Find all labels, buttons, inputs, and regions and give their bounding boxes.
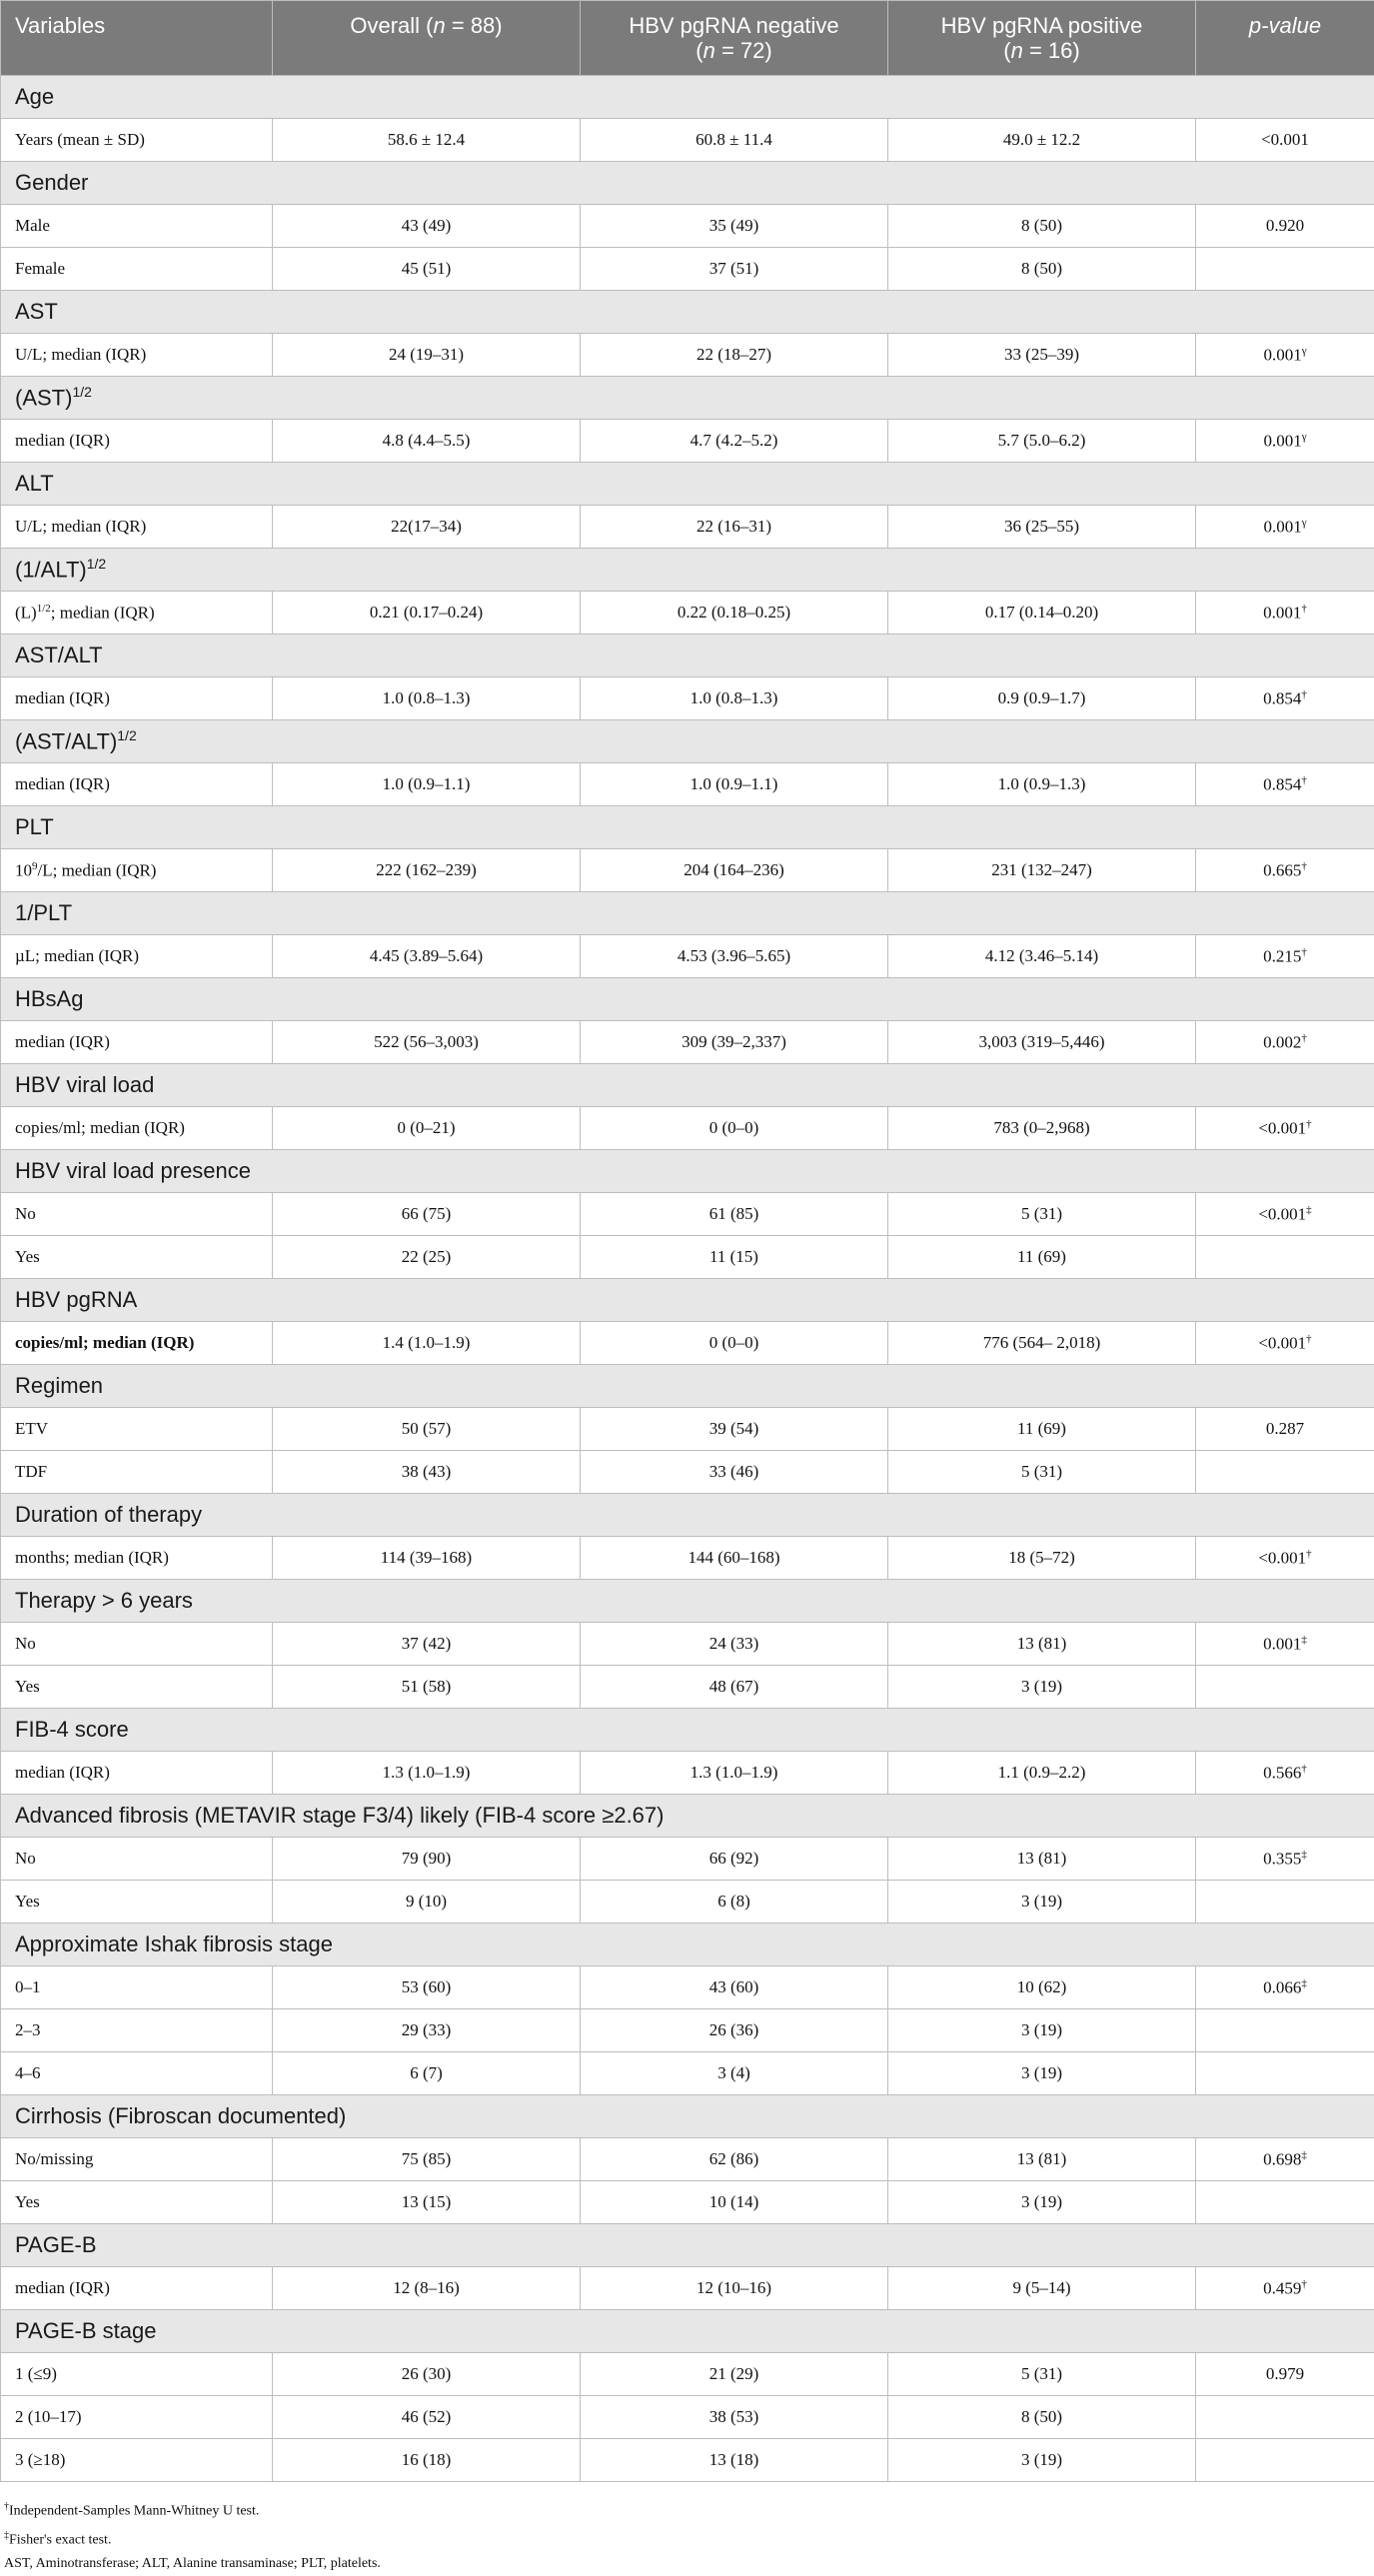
table-row bbox=[1, 1021, 1374, 1064]
row-label: median (IQR) bbox=[1, 2267, 273, 2310]
cell-pgrna-negative: 4.53 (3.96–5.65) bbox=[581, 935, 888, 978]
cell-overall: 114 (39–168) bbox=[273, 1537, 581, 1580]
cell-overall: 1.0 (0.9–1.1) bbox=[273, 763, 581, 806]
section-header-row bbox=[1, 1365, 1374, 1408]
cell-p-value: 0.459† bbox=[1196, 2267, 1374, 2310]
cell-p-value: 0.665† bbox=[1196, 849, 1374, 892]
cell-p-value: <0.001 bbox=[1196, 119, 1374, 162]
row-label: $10^9/L$; median (IQR) bbox=[1, 849, 273, 892]
table-row bbox=[1, 1322, 1374, 1365]
section-title: Cirrhosis (Fibroscan documented) bbox=[1, 2095, 1374, 2138]
header-variables: Variables bbox=[1, 1, 273, 76]
cell-pgrna-positive: 3 (19) bbox=[888, 2009, 1196, 2052]
cell-overall: 26 (30) bbox=[273, 2353, 581, 2396]
cell-pgrna-negative: 43 (60) bbox=[581, 1966, 888, 2009]
section-title: PLT bbox=[1, 806, 1374, 849]
section-header-row bbox=[1, 635, 1374, 677]
cell-overall: 43 (49) bbox=[273, 205, 581, 248]
table-row bbox=[1, 1623, 1374, 1666]
cell-overall: 1.3 (1.0–1.9) bbox=[273, 1752, 581, 1795]
footnote: ‡Fisher's exact test. bbox=[4, 2524, 1363, 2553]
cell-p-value: $0.001^\gamma$ bbox=[1196, 506, 1374, 549]
cell-overall: 4.45 (3.89–5.64) bbox=[273, 935, 581, 978]
cell-overall: 0.21 (0.17–0.24) bbox=[273, 592, 581, 635]
row-label: months; median (IQR) bbox=[1, 1537, 273, 1580]
header-pgrna-positive: HBV pgRNA positive (n = 16) bbox=[888, 1, 1196, 76]
cell-overall: 522 (56–3,003) bbox=[273, 1021, 581, 1064]
section-header-row bbox=[1, 806, 1374, 849]
cell-pgrna-positive: 11 (69) bbox=[888, 1236, 1196, 1279]
cell-pgrna-positive: 13 (81) bbox=[888, 1623, 1196, 1666]
section-header-row bbox=[1, 291, 1374, 334]
section-title: Duration of therapy bbox=[1, 1494, 1374, 1537]
table-row bbox=[1, 763, 1374, 806]
row-label: ETV bbox=[1, 1408, 273, 1451]
cell-overall: 6 (7) bbox=[273, 2052, 581, 2095]
table-row bbox=[1, 1966, 1374, 2009]
section-title: Gender bbox=[1, 162, 1374, 205]
section-header-row bbox=[1, 2095, 1374, 2138]
section-header-row bbox=[1, 892, 1374, 935]
cell-pgrna-positive: 1.0 (0.9–1.3) bbox=[888, 763, 1196, 806]
cell-pgrna-negative: 0 (0–0) bbox=[581, 1107, 888, 1150]
cell-overall: 45 (51) bbox=[273, 248, 581, 291]
cell-pgrna-positive: 11 (69) bbox=[888, 1408, 1196, 1451]
section-header-row bbox=[1, 978, 1374, 1021]
cell-overall: 222 (162–239) bbox=[273, 849, 581, 892]
table-row bbox=[1, 1537, 1374, 1580]
cell-overall: 16 (18) bbox=[273, 2439, 581, 2482]
row-label: 0–1 bbox=[1, 1966, 273, 2009]
cell-pgrna-negative: 12 (10–16) bbox=[581, 2267, 888, 2310]
row-label: median (IQR) bbox=[1, 763, 273, 806]
table-row bbox=[1, 2009, 1374, 2052]
header-row bbox=[1, 1, 1374, 76]
cell-pgrna-negative: 60.8 ± 11.4 bbox=[581, 119, 888, 162]
cell-overall: 37 (42) bbox=[273, 1623, 581, 1666]
table-body bbox=[1, 76, 1374, 2482]
cell-pgrna-positive: 3 (19) bbox=[888, 2052, 1196, 2095]
cell-pgrna-negative: 66 (92) bbox=[581, 1838, 888, 1881]
cell-pgrna-negative: 6 (8) bbox=[581, 1881, 888, 1924]
row-label: Male bbox=[1, 205, 273, 248]
row-label: U/L; median (IQR) bbox=[1, 334, 273, 377]
section-header-row bbox=[1, 1064, 1374, 1107]
section-title: HBV viral load bbox=[1, 1064, 1374, 1107]
row-label: Yes bbox=[1, 2181, 273, 2224]
header-p-value: p-value bbox=[1196, 1, 1374, 76]
cell-overall: 79 (90) bbox=[273, 1838, 581, 1881]
row-label: 3 (≥18) bbox=[1, 2439, 273, 2482]
row-label: median (IQR) bbox=[1, 420, 273, 463]
cell-overall: 9 (10) bbox=[273, 1881, 581, 1924]
cell-pgrna-negative: 11 (15) bbox=[581, 1236, 888, 1279]
row-label: No bbox=[1, 1193, 273, 1236]
section-header-row bbox=[1, 720, 1374, 763]
table-row bbox=[1, 248, 1374, 291]
cell-p-value: $0.001^\gamma$ bbox=[1196, 420, 1374, 463]
table-row bbox=[1, 935, 1374, 978]
cell-pgrna-negative: 35 (49) bbox=[581, 205, 888, 248]
cell-pgrna-negative: 0.22 (0.18–0.25) bbox=[581, 592, 888, 635]
row-label: median (IQR) bbox=[1, 677, 273, 720]
cell-overall: 22(17–34) bbox=[273, 506, 581, 549]
cell-pgrna-negative: 22 (18–27) bbox=[581, 334, 888, 377]
table-footnotes bbox=[4, 2495, 1363, 2576]
section-title: Regimen bbox=[1, 1365, 1374, 1408]
cell-overall: 1.4 (1.0–1.9) bbox=[273, 1322, 581, 1365]
cell-pgrna-negative: 33 (46) bbox=[581, 1451, 888, 1494]
cell-overall: 22 (25) bbox=[273, 1236, 581, 1279]
section-title: AST bbox=[1, 291, 1374, 334]
section-header-row bbox=[1, 1709, 1374, 1752]
cell-pgrna-negative: 3 (4) bbox=[581, 2052, 888, 2095]
table-row bbox=[1, 1451, 1374, 1494]
cell-p-value: 0.002† bbox=[1196, 1021, 1374, 1064]
cell-p-value bbox=[1196, 2052, 1374, 2095]
cell-pgrna-negative: 39 (54) bbox=[581, 1408, 888, 1451]
cell-pgrna-positive: 3 (19) bbox=[888, 2439, 1196, 2482]
cell-pgrna-negative: 309 (39–2,337) bbox=[581, 1021, 888, 1064]
cell-overall: 1.0 (0.8–1.3) bbox=[273, 677, 581, 720]
table-row bbox=[1, 1408, 1374, 1451]
table-row bbox=[1, 2396, 1374, 2439]
table-row bbox=[1, 592, 1374, 635]
table-row bbox=[1, 1236, 1374, 1279]
row-label: 4–6 bbox=[1, 2052, 273, 2095]
section-title: Therapy > 6 years bbox=[1, 1580, 1374, 1623]
cell-pgrna-negative: 144 (60–168) bbox=[581, 1537, 888, 1580]
table-row bbox=[1, 2267, 1374, 2310]
cell-overall: 46 (52) bbox=[273, 2396, 581, 2439]
cell-pgrna-negative: 4.7 (4.2–5.2) bbox=[581, 420, 888, 463]
cell-p-value: 0.355‡ bbox=[1196, 1838, 1374, 1881]
table-row bbox=[1, 2052, 1374, 2095]
cell-pgrna-positive: 231 (132–247) bbox=[888, 849, 1196, 892]
section-header-row bbox=[1, 1795, 1374, 1838]
cell-pgrna-positive: 49.0 ± 12.2 bbox=[888, 119, 1196, 162]
table-row bbox=[1, 1752, 1374, 1795]
section-header-row bbox=[1, 1279, 1374, 1322]
row-label: copies/ml; median (IQR) bbox=[1, 1322, 273, 1365]
cell-p-value: <0.001† bbox=[1196, 1107, 1374, 1150]
row-label: TDF bbox=[1, 1451, 273, 1494]
cell-pgrna-positive: 8 (50) bbox=[888, 2396, 1196, 2439]
cell-p-value bbox=[1196, 248, 1374, 291]
cell-p-value: $0.001^\gamma$ bbox=[1196, 334, 1374, 377]
cell-pgrna-positive: 5 (31) bbox=[888, 1193, 1196, 1236]
cell-pgrna-positive: 5 (31) bbox=[888, 1451, 1196, 1494]
row-label: $(L)^{1/2}$; median (IQR) bbox=[1, 592, 273, 635]
cell-p-value bbox=[1196, 2439, 1374, 2482]
table-row bbox=[1, 1881, 1374, 1924]
cell-pgrna-negative: 48 (67) bbox=[581, 1666, 888, 1709]
cell-pgrna-positive: 783 (0–2,968) bbox=[888, 1107, 1196, 1150]
section-title: Approximate Ishak fibrosis stage bbox=[1, 1924, 1374, 1966]
section-header-row bbox=[1, 463, 1374, 506]
cell-pgrna-positive: 5 (31) bbox=[888, 2353, 1196, 2396]
section-title: $(AST/ALT)^{1/2}$ bbox=[1, 720, 1374, 763]
footnote: AST, Aminotransferase; ALT, Alanine transaminase; PLT, platelets. bbox=[4, 2552, 1363, 2576]
cell-pgrna-positive: 33 (25–39) bbox=[888, 334, 1196, 377]
cell-pgrna-negative: 13 (18) bbox=[581, 2439, 888, 2482]
table-row bbox=[1, 677, 1374, 720]
table-row bbox=[1, 420, 1374, 463]
cell-overall: 53 (60) bbox=[273, 1966, 581, 2009]
row-label: No/missing bbox=[1, 2138, 273, 2181]
section-title: HBV viral load presence bbox=[1, 1150, 1374, 1193]
cell-pgrna-positive: 9 (5–14) bbox=[888, 2267, 1196, 2310]
cell-pgrna-negative: 1.0 (0.9–1.1) bbox=[581, 763, 888, 806]
table-row bbox=[1, 1107, 1374, 1150]
cell-p-value: 0.566† bbox=[1196, 1752, 1374, 1795]
cell-p-value: 0.920 bbox=[1196, 205, 1374, 248]
cell-p-value bbox=[1196, 1881, 1374, 1924]
cell-overall: 66 (75) bbox=[273, 1193, 581, 1236]
cell-overall: 58.6 ± 12.4 bbox=[273, 119, 581, 162]
row-label: U/L; median (IQR) bbox=[1, 506, 273, 549]
cell-pgrna-negative: 26 (36) bbox=[581, 2009, 888, 2052]
cell-p-value bbox=[1196, 1666, 1374, 1709]
cell-p-value: 0.854† bbox=[1196, 763, 1374, 806]
section-header-row bbox=[1, 2224, 1374, 2267]
cell-overall: 50 (57) bbox=[273, 1408, 581, 1451]
row-label: No bbox=[1, 1838, 273, 1881]
row-label: Yes bbox=[1, 1881, 273, 1924]
section-header-row bbox=[1, 377, 1374, 420]
table-row bbox=[1, 2353, 1374, 2396]
cell-pgrna-negative: 37 (51) bbox=[581, 248, 888, 291]
table-row bbox=[1, 2181, 1374, 2224]
cell-pgrna-positive: 5.7 (5.0–6.2) bbox=[888, 420, 1196, 463]
table-row bbox=[1, 2439, 1374, 2482]
cell-pgrna-positive: 776 (564– 2,018) bbox=[888, 1322, 1196, 1365]
cell-pgrna-negative: 61 (85) bbox=[581, 1193, 888, 1236]
cell-overall: 13 (15) bbox=[273, 2181, 581, 2224]
cell-p-value: 0.979 bbox=[1196, 2353, 1374, 2396]
table-row bbox=[1, 506, 1374, 549]
cell-pgrna-positive: 3 (19) bbox=[888, 2181, 1196, 2224]
cell-p-value: 0.698‡ bbox=[1196, 2138, 1374, 2181]
cell-p-value bbox=[1196, 1236, 1374, 1279]
cell-p-value: 0.001‡ bbox=[1196, 1623, 1374, 1666]
section-header-row bbox=[1, 76, 1374, 119]
header-overall: Overall (n = 88) bbox=[273, 1, 581, 76]
cell-p-value: 0.854† bbox=[1196, 677, 1374, 720]
cell-pgrna-negative: 204 (164–236) bbox=[581, 849, 888, 892]
table-row bbox=[1, 849, 1374, 892]
cell-p-value bbox=[1196, 2181, 1374, 2224]
row-label: median (IQR) bbox=[1, 1752, 273, 1795]
cell-pgrna-positive: 13 (81) bbox=[888, 1838, 1196, 1881]
row-label: 1 (≤9) bbox=[1, 2353, 273, 2396]
section-header-row bbox=[1, 2310, 1374, 2353]
cell-pgrna-positive: 10 (62) bbox=[888, 1966, 1196, 2009]
cell-pgrna-negative: 1.0 (0.8–1.3) bbox=[581, 677, 888, 720]
table-row bbox=[1, 1838, 1374, 1881]
cell-pgrna-positive: 0.9 (0.9–1.7) bbox=[888, 677, 1196, 720]
cell-overall: 4.8 (4.4–5.5) bbox=[273, 420, 581, 463]
table-row bbox=[1, 1666, 1374, 1709]
cell-pgrna-positive: 0.17 (0.14–0.20) bbox=[888, 592, 1196, 635]
cell-pgrna-negative: 10 (14) bbox=[581, 2181, 888, 2224]
section-title: AST/ALT bbox=[1, 635, 1374, 677]
cell-pgrna-negative: 21 (29) bbox=[581, 2353, 888, 2396]
cell-pgrna-negative: 0 (0–0) bbox=[581, 1322, 888, 1365]
cell-p-value bbox=[1196, 1451, 1374, 1494]
section-title: PAGE-B stage bbox=[1, 2310, 1374, 2353]
row-label: median (IQR) bbox=[1, 1021, 273, 1064]
row-label: Yes bbox=[1, 1666, 273, 1709]
cell-p-value bbox=[1196, 2396, 1374, 2439]
section-header-row bbox=[1, 1150, 1374, 1193]
header-pgrna-negative: HBV pgRNA negative (n = 72) bbox=[581, 1, 888, 76]
section-header-row bbox=[1, 549, 1374, 592]
row-label: µL; median (IQR) bbox=[1, 935, 273, 978]
cell-pgrna-negative: 62 (86) bbox=[581, 2138, 888, 2181]
row-label: Female bbox=[1, 248, 273, 291]
cell-p-value: <0.001† bbox=[1196, 1537, 1374, 1580]
cell-p-value: 0.287 bbox=[1196, 1408, 1374, 1451]
cell-pgrna-positive: 3 (19) bbox=[888, 1881, 1196, 1924]
table-row bbox=[1, 2138, 1374, 2181]
row-label: 2 (10–17) bbox=[1, 2396, 273, 2439]
row-label: Years (mean ± SD) bbox=[1, 119, 273, 162]
cell-pgrna-negative: 24 (33) bbox=[581, 1623, 888, 1666]
cell-pgrna-positive: 13 (81) bbox=[888, 2138, 1196, 2181]
table-row bbox=[1, 1193, 1374, 1236]
section-title: HBV pgRNA bbox=[1, 1279, 1374, 1322]
section-title: (AST)$^{1/2}$ bbox=[1, 377, 1374, 420]
cell-pgrna-positive: 4.12 (3.46–5.14) bbox=[888, 935, 1196, 978]
section-header-row bbox=[1, 162, 1374, 205]
section-header-row bbox=[1, 1924, 1374, 1966]
cell-pgrna-positive: 18 (5–72) bbox=[888, 1537, 1196, 1580]
row-label: copies/ml; median (IQR) bbox=[1, 1107, 273, 1150]
cell-pgrna-positive: 8 (50) bbox=[888, 248, 1196, 291]
section-header-row bbox=[1, 1580, 1374, 1623]
cell-p-value bbox=[1196, 2009, 1374, 2052]
cell-pgrna-positive: 8 (50) bbox=[888, 205, 1196, 248]
cell-p-value: <0.001‡ bbox=[1196, 1193, 1374, 1236]
cell-p-value: 0.066‡ bbox=[1196, 1966, 1374, 2009]
section-title: FIB-4 score bbox=[1, 1709, 1374, 1752]
cell-pgrna-positive: 36 (25–55) bbox=[888, 506, 1196, 549]
cell-pgrna-positive: 1.1 (0.9–2.2) bbox=[888, 1752, 1196, 1795]
table-row bbox=[1, 334, 1374, 377]
footnote: †Independent-Samples Mann-Whitney U test. bbox=[4, 2495, 1363, 2524]
section-title: $(1/ALT)^{1/2}$ bbox=[1, 549, 1374, 592]
row-label: Yes bbox=[1, 1236, 273, 1279]
cell-overall: 51 (58) bbox=[273, 1666, 581, 1709]
cell-p-value: 0.215† bbox=[1196, 935, 1374, 978]
section-title: ALT bbox=[1, 463, 1374, 506]
section-title: Age bbox=[1, 76, 1374, 119]
cell-overall: 75 (85) bbox=[273, 2138, 581, 2181]
table-row bbox=[1, 119, 1374, 162]
cell-pgrna-positive: 3 (19) bbox=[888, 1666, 1196, 1709]
row-label: No bbox=[1, 1623, 273, 1666]
section-title: HBsAg bbox=[1, 978, 1374, 1021]
cell-overall: 0 (0–21) bbox=[273, 1107, 581, 1150]
cell-overall: 12 (8–16) bbox=[273, 2267, 581, 2310]
table-row bbox=[1, 205, 1374, 248]
section-title: 1/PLT bbox=[1, 892, 1374, 935]
cell-overall: 29 (33) bbox=[273, 2009, 581, 2052]
cell-overall: 38 (43) bbox=[273, 1451, 581, 1494]
section-title: Advanced fibrosis (METAVIR stage F3/4) likely (FIB-4 score ≥2.67) bbox=[1, 1795, 1374, 1838]
cell-overall: 24 (19–31) bbox=[273, 334, 581, 377]
section-header-row bbox=[1, 1494, 1374, 1537]
cell-p-value: <0.001† bbox=[1196, 1322, 1374, 1365]
row-label: 2–3 bbox=[1, 2009, 273, 2052]
cell-p-value: 0.001† bbox=[1196, 592, 1374, 635]
cell-pgrna-negative: 22 (16–31) bbox=[581, 506, 888, 549]
section-title: PAGE-B bbox=[1, 2224, 1374, 2267]
cell-pgrna-negative: 38 (53) bbox=[581, 2396, 888, 2439]
cell-pgrna-negative: 1.3 (1.0–1.9) bbox=[581, 1752, 888, 1795]
cell-pgrna-positive: 3,003 (319–5,446) bbox=[888, 1021, 1196, 1064]
